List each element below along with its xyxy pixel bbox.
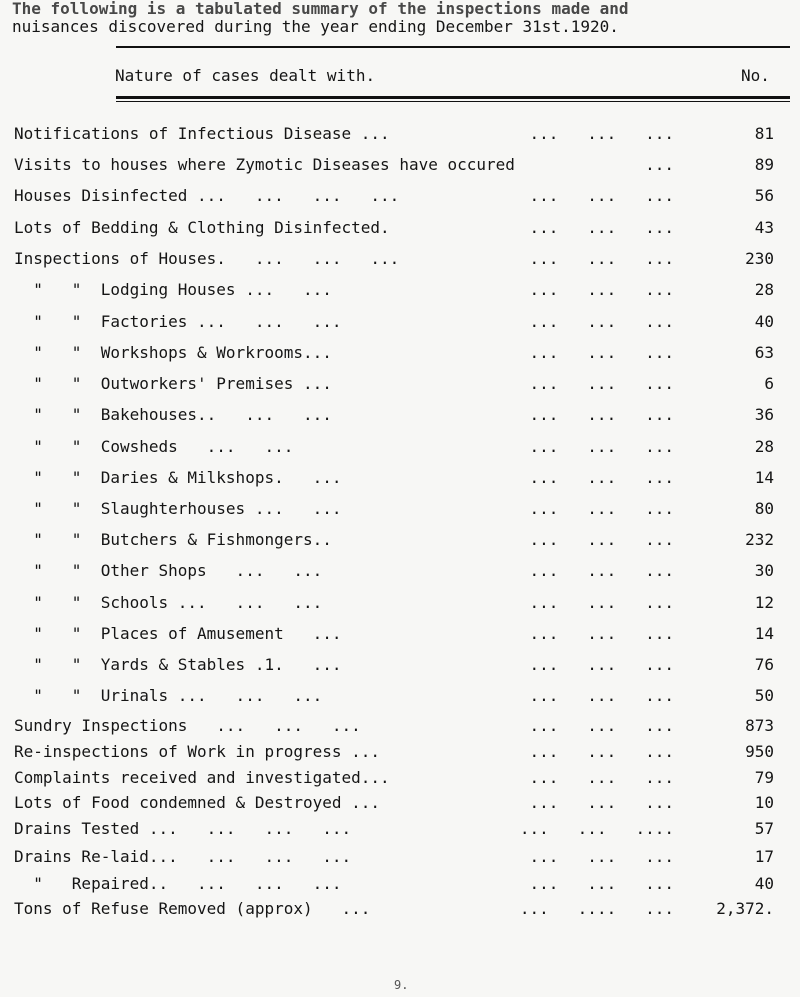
table-row [14,499,774,525]
table-row [14,624,774,650]
page-number: 9. [394,978,409,992]
row-value: 2,372. [716,899,774,918]
header-rule-thin [116,101,790,102]
row-label: " " Workshops & Workrooms... [14,343,332,362]
row-leader-dots: ... ... ... [529,768,674,787]
table-row [14,793,774,819]
row-value: 81 [754,124,774,143]
row-label: " " Other Shops ... ... [14,561,323,580]
row-leader-dots: ... .... ... [519,899,674,918]
row-value: 40 [754,874,774,893]
table-row [14,742,774,768]
row-leader-dots: ... ... ... [529,655,674,674]
row-leader-dots: ... ... ... [529,561,674,580]
row-leader-dots: ... ... ... [529,249,674,268]
row-value: 43 [754,218,774,237]
row-label: Lots of Bedding & Clothing Disinfected. [14,218,390,237]
row-label: " " Places of Amusement ... [14,624,342,643]
row-label: " " Butchers & Fishmongers.. [14,530,332,549]
table-row [14,186,774,212]
row-leader-dots: ... ... ... [529,280,674,299]
row-value: 950 [745,742,774,761]
row-value: 89 [754,155,774,174]
row-value: 12 [754,593,774,612]
row-label: " " Yards & Stables .1. ... [14,655,342,674]
row-value: 873 [745,716,774,735]
row-label: " " Lodging Houses ... ... [14,280,332,299]
row-value: 36 [754,405,774,424]
row-leader-dots: ... ... ... [529,437,674,456]
row-label: " " Cowsheds ... ... [14,437,294,456]
row-label: " " Slaughterhouses ... ... [14,499,342,518]
row-leader-dots: ... ... ... [529,874,674,893]
row-value: 28 [754,280,774,299]
row-leader-dots: ... ... ... [529,124,674,143]
report-intro [12,0,792,36]
table-row [14,405,774,431]
table-row [14,249,774,275]
table-row [14,343,774,369]
row-value: 14 [754,624,774,643]
row-label: Re-inspections of Work in progress ... [14,742,381,761]
row-leader-dots: ... ... ... [529,742,674,761]
table-row [14,655,774,681]
column-header-no: No. [741,66,770,85]
column-header-nature: Nature of cases dealt with. [115,66,376,85]
row-leader-dots: ... ... ... [529,716,674,735]
row-label: Sundry Inspections ... ... ... [14,716,361,735]
row-label: Drains Re-laid... ... ... ... [14,847,352,866]
table-row [14,847,774,873]
table-row [14,280,774,306]
row-value: 14 [754,468,774,487]
intro-line-2: nuisances discovered during the year ending December 31st.1920. [12,17,619,36]
row-label: " " Factories ... ... ... [14,312,342,331]
row-value: 6 [764,374,774,393]
row-leader-dots: ... ... ... [529,793,674,812]
table-row [14,124,774,150]
table-row [14,768,774,794]
row-leader-dots: ... ... .... [519,819,674,838]
table-row [14,312,774,338]
row-label: " " Outworkers' Premises ... [14,374,332,393]
table-row [14,686,774,712]
row-leader-dots: ... ... ... [529,686,674,705]
row-label: Lots of Food condemned & Destroyed ... [14,793,381,812]
table-row [14,530,774,556]
table-row [14,561,774,587]
row-value: 63 [754,343,774,362]
row-leader-dots: ... ... ... [529,374,674,393]
row-value: 79 [754,768,774,787]
row-value: 10 [754,793,774,812]
row-label: " " Bakehouses.. ... ... [14,405,332,424]
table-row [14,716,774,742]
row-label: Houses Disinfected ... ... ... ... [14,186,400,205]
row-leader-dots: ... ... ... [529,312,674,331]
row-leader-dots: ... ... ... [529,530,674,549]
row-label: Complaints received and investigated... [14,768,390,787]
table-row [14,218,774,244]
row-value: 56 [754,186,774,205]
row-label: " Repaired.. ... ... ... [14,874,342,893]
row-leader-dots: ... ... ... [529,343,674,362]
header-rule [116,96,790,99]
row-leader-dots: ... ... ... [529,468,674,487]
row-value: 40 [754,312,774,331]
table-row [14,155,774,181]
row-label: Drains Tested ... ... ... ... [14,819,352,838]
table-row [14,374,774,400]
row-value: 30 [754,561,774,580]
row-label: Tons of Refuse Removed (approx) ... [14,899,371,918]
row-value: 28 [754,437,774,456]
row-value: 50 [754,686,774,705]
row-leader-dots: ... ... ... [529,499,674,518]
row-leader-dots: ... ... ... [529,847,674,866]
table-row [14,819,774,845]
row-label: " " Urinals ... ... ... [14,686,323,705]
table-row [14,437,774,463]
row-value: 230 [745,249,774,268]
row-leader-dots: ... ... ... [529,218,674,237]
row-label: Inspections of Houses. ... ... ... [14,249,400,268]
table-row [14,593,774,619]
top-rule [116,46,790,48]
intro-line-1: The following is a tabulated summary of the inspections made and [12,0,629,18]
row-value: 232 [745,530,774,549]
row-value: 57 [754,819,774,838]
row-label: " " Daries & Milkshops. ... [14,468,342,487]
row-label: " " Schools ... ... ... [14,593,323,612]
table-row [14,468,774,494]
table-row [14,899,774,925]
row-leader-dots: ... [645,155,674,174]
row-label: Notifications of Infectious Disease ... [14,124,390,143]
row-leader-dots: ... ... ... [529,593,674,612]
row-value: 76 [754,655,774,674]
row-leader-dots: ... ... ... [529,405,674,424]
row-value: 17 [754,847,774,866]
row-leader-dots: ... ... ... [529,624,674,643]
row-leader-dots: ... ... ... [529,186,674,205]
row-value: 80 [754,499,774,518]
table-row [14,874,774,900]
row-label: Visits to houses where Zymotic Diseases have occured [14,155,515,174]
